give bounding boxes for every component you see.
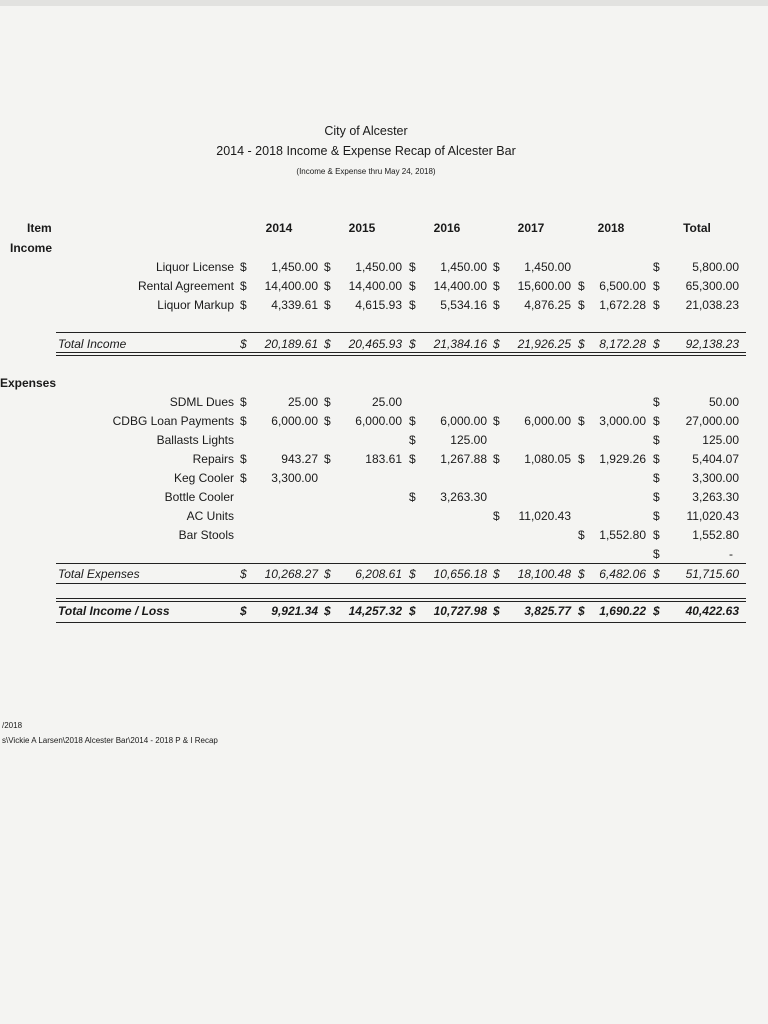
amount-value: 3,300.00 [271, 471, 318, 485]
amount-value: 1,672.28 [599, 298, 646, 312]
table-cell [324, 547, 402, 561]
table-cell [240, 547, 318, 561]
currency-symbol: $ [409, 414, 416, 428]
amount-value: 27,000.00 [685, 414, 739, 428]
currency-symbol: $ [240, 395, 247, 409]
currency-symbol: $ [409, 490, 416, 504]
amount-value: 21,926.25 [517, 337, 571, 351]
currency-symbol: $ [240, 337, 247, 351]
income-row [0, 298, 768, 314]
divider-line [56, 352, 746, 353]
table-cell [409, 471, 487, 485]
amount-value: 3,263.30 [440, 490, 487, 504]
currency-symbol: $ [409, 337, 416, 351]
row-label: Keg Cooler [173, 471, 234, 485]
currency-symbol: $ [324, 260, 331, 274]
table-cell [409, 567, 487, 581]
column-header-year: 2014 [265, 221, 293, 235]
currency-symbol: $ [324, 567, 331, 581]
amount-value: 6,000.00 [440, 414, 487, 428]
amount-value: 5,404.07 [692, 452, 739, 466]
amount-value: 6,000.00 [524, 414, 571, 428]
table-cell [240, 604, 318, 618]
table-cell [493, 604, 571, 618]
table-cell [578, 528, 646, 542]
expense-row [0, 528, 768, 544]
amount-value: 1,267.88 [440, 452, 487, 466]
amount-value: 10,727.98 [433, 604, 487, 618]
table-cell [409, 414, 487, 428]
amount-value: 5,534.16 [440, 298, 487, 312]
currency-symbol: $ [653, 433, 660, 447]
expense-row [0, 471, 768, 487]
table-cell [409, 452, 487, 466]
table-cell [653, 433, 739, 447]
total-expenses-row [0, 567, 768, 583]
currency-symbol: $ [324, 298, 331, 312]
row-label: SDML Dues [169, 395, 234, 409]
amount-value: 6,000.00 [355, 414, 402, 428]
table-cell [653, 471, 739, 485]
currency-symbol: $ [240, 260, 247, 274]
footer-file-path: s\Vickie A Larsen\2018 Alcester Bar\2014 - 2018 P & I Recap [2, 736, 218, 745]
table-cell [409, 433, 487, 447]
table-cell [409, 298, 487, 312]
expense-row [0, 509, 768, 525]
table-cell [409, 547, 487, 561]
amount-value: 3,300.00 [692, 471, 739, 485]
table-cell [409, 604, 487, 618]
table-cell [578, 452, 646, 466]
table-cell [240, 567, 318, 581]
amount-value: 6,500.00 [599, 279, 646, 293]
table-cell [409, 490, 487, 504]
currency-symbol: $ [493, 260, 500, 274]
table-cell [240, 433, 318, 447]
currency-symbol: $ [493, 452, 500, 466]
amount-value: 183.61 [365, 452, 402, 466]
row-label: CDBG Loan Payments [112, 414, 234, 428]
table-cell [653, 452, 739, 466]
table-cell [653, 395, 739, 409]
amount-value: 6,482.06 [599, 567, 646, 581]
divider-line [56, 622, 746, 623]
currency-symbol: $ [578, 604, 585, 618]
amount-value: 40,422.63 [685, 604, 739, 618]
table-cell [578, 509, 646, 523]
table-cell [324, 433, 402, 447]
expense-row [0, 433, 768, 449]
currency-symbol: $ [409, 279, 416, 293]
currency-symbol: $ [653, 337, 660, 351]
table-cell [240, 490, 318, 504]
divider-line [56, 583, 746, 584]
table-cell [653, 509, 739, 523]
income-row [0, 260, 768, 276]
currency-symbol: $ [493, 337, 500, 351]
table-cell [409, 279, 487, 293]
amount-value: 15,600.00 [517, 279, 571, 293]
table-cell [578, 604, 646, 618]
total-income-loss-row [0, 604, 768, 620]
amount-value: 943.27 [281, 452, 318, 466]
column-header-year: 2016 [433, 221, 461, 235]
currency-symbol: $ [578, 528, 585, 542]
expense-row [0, 414, 768, 430]
expense-row [0, 395, 768, 411]
amount-value: 25.00 [287, 395, 318, 409]
currency-symbol: $ [324, 279, 331, 293]
table-cell [653, 337, 739, 351]
currency-symbol: $ [240, 298, 247, 312]
amount-value: 92,138.23 [685, 337, 739, 351]
table-cell [240, 337, 318, 351]
table-cell [578, 395, 646, 409]
table-cell [324, 452, 402, 466]
table-cell [578, 490, 646, 504]
amount-value: 1,450.00 [440, 260, 487, 274]
table-cell [493, 509, 571, 523]
section-income: Income [10, 241, 53, 255]
amount-value: 3,825.77 [524, 604, 571, 618]
table-cell [578, 260, 646, 274]
table-cell [578, 433, 646, 447]
table-cell [409, 528, 487, 542]
currency-symbol: $ [324, 395, 331, 409]
amount-value: 1,929.26 [599, 452, 646, 466]
amount-value: 6,000.00 [271, 414, 318, 428]
table-cell [653, 490, 739, 504]
table-cell [409, 260, 487, 274]
income-row [0, 279, 768, 295]
table-cell [653, 260, 739, 274]
currency-symbol: $ [240, 452, 247, 466]
amount-value: 20,189.61 [264, 337, 318, 351]
table-cell [653, 567, 739, 581]
amount-value: 14,400.00 [348, 279, 402, 293]
currency-symbol: $ [240, 567, 247, 581]
currency-symbol: $ [493, 509, 500, 523]
table-cell [493, 395, 571, 409]
row-label: Liquor Markup [157, 298, 234, 312]
column-header-year: 2018 [597, 221, 625, 235]
currency-symbol: $ [653, 490, 660, 504]
table-cell [653, 414, 739, 428]
table-cell [493, 452, 571, 466]
currency-symbol: $ [653, 452, 660, 466]
amount-value: 9,921.34 [271, 604, 318, 618]
currency-symbol: $ [324, 414, 331, 428]
table-cell [578, 567, 646, 581]
expense-row [0, 452, 768, 468]
footer-date: /2018 [2, 721, 23, 730]
currency-symbol: $ [493, 414, 500, 428]
currency-symbol: $ [493, 298, 500, 312]
row-label: Liquor License [155, 260, 234, 274]
divider-line [56, 355, 746, 356]
table-cell [578, 414, 646, 428]
currency-symbol: $ [240, 471, 247, 485]
table-cell [493, 471, 571, 485]
column-header-year: 2015 [348, 221, 376, 235]
table-cell [324, 528, 402, 542]
column-header-item: Item [27, 221, 52, 235]
amount-value: 11,020.43 [518, 509, 571, 523]
table-cell [578, 298, 646, 312]
table-cell [324, 260, 402, 274]
currency-symbol: $ [653, 395, 660, 409]
table-cell [493, 547, 571, 561]
currency-symbol: $ [653, 298, 660, 312]
amount-value: 50.00 [708, 395, 739, 409]
table-cell [324, 490, 402, 504]
currency-symbol: $ [240, 414, 247, 428]
table-cell [324, 567, 402, 581]
amount-value: 4,876.25 [524, 298, 571, 312]
table-cell [493, 337, 571, 351]
table-cell [324, 414, 402, 428]
currency-symbol: $ [240, 604, 247, 618]
currency-symbol: $ [653, 414, 660, 428]
table-cell [324, 395, 402, 409]
amount-value: 21,384.16 [433, 337, 487, 351]
currency-symbol: $ [653, 547, 660, 561]
currency-symbol: $ [324, 604, 331, 618]
currency-symbol: $ [409, 604, 416, 618]
table-cell [653, 547, 739, 561]
table-cell [240, 395, 318, 409]
total-income-row [0, 337, 768, 353]
section-expenses: Expenses [0, 376, 57, 390]
currency-symbol: $ [324, 337, 331, 351]
currency-symbol: $ [578, 279, 585, 293]
amount-value: 25.00 [371, 395, 402, 409]
amount-value: 21,038.23 [685, 298, 739, 312]
table-cell [653, 298, 739, 312]
column-header-total: Total [683, 221, 711, 235]
amount-value: 125.00 [702, 433, 739, 447]
table-cell [493, 433, 571, 447]
amount-value: 1,552.80 [692, 528, 739, 542]
currency-symbol: $ [653, 471, 660, 485]
report-subtitle: (Income & Expense thru May 24, 2018) [296, 167, 436, 176]
table-cell [409, 395, 487, 409]
currency-symbol: $ [409, 260, 416, 274]
row-label: Repairs [192, 452, 234, 466]
table-cell [240, 414, 318, 428]
currency-symbol: $ [409, 298, 416, 312]
currency-symbol: $ [653, 567, 660, 581]
table-cell [240, 471, 318, 485]
table-cell [240, 298, 318, 312]
currency-symbol: $ [324, 452, 331, 466]
table-cell [324, 279, 402, 293]
table-cell [409, 337, 487, 351]
table-cell [493, 567, 571, 581]
amount-value: 1,080.05 [524, 452, 571, 466]
amount-value: 6,208.61 [355, 567, 402, 581]
amount-value: 1,552.80 [599, 528, 646, 542]
currency-symbol: $ [409, 567, 416, 581]
amount-value: 1,690.22 [599, 604, 646, 618]
currency-symbol: $ [578, 414, 585, 428]
amount-value: 8,172.28 [599, 337, 646, 351]
currency-symbol: $ [578, 337, 585, 351]
table-cell [578, 337, 646, 351]
amount-value: 51,715.60 [685, 567, 739, 581]
row-label: Rental Agreement [137, 279, 234, 293]
amount-value: 18,100.48 [517, 567, 571, 581]
currency-symbol: $ [578, 452, 585, 466]
table-cell [493, 279, 571, 293]
currency-symbol: $ [653, 509, 660, 523]
total-income-loss-label: Total Income / Loss [58, 604, 170, 618]
table-cell [324, 337, 402, 351]
table-cell [240, 528, 318, 542]
amount-value: - [729, 547, 733, 561]
currency-symbol: $ [493, 279, 500, 293]
amount-value: 5,800.00 [692, 260, 739, 274]
amount-value: 4,339.61 [271, 298, 318, 312]
table-cell [324, 509, 402, 523]
amount-value: 4,615.93 [355, 298, 402, 312]
divider-line [56, 563, 746, 564]
currency-symbol: $ [653, 260, 660, 274]
table-cell [578, 547, 646, 561]
amount-value: 3,000.00 [599, 414, 646, 428]
column-header-year: 2017 [517, 221, 545, 235]
divider-line [56, 332, 746, 333]
table-cell [653, 528, 739, 542]
amount-value: 11,020.43 [686, 509, 739, 523]
table-cell [493, 528, 571, 542]
currency-symbol: $ [493, 567, 500, 581]
amount-value: 10,268.27 [264, 567, 318, 581]
table-cell [578, 471, 646, 485]
amount-value: 3,263.30 [692, 490, 739, 504]
currency-symbol: $ [578, 298, 585, 312]
row-label: AC Units [186, 509, 234, 523]
divider-line [56, 598, 746, 599]
amount-value: 65,300.00 [685, 279, 739, 293]
city-name: City of Alcester [324, 124, 408, 138]
table-cell [653, 279, 739, 293]
table-cell [578, 279, 646, 293]
table-cell [240, 509, 318, 523]
currency-symbol: $ [409, 452, 416, 466]
currency-symbol: $ [653, 528, 660, 542]
table-cell [493, 298, 571, 312]
table-cell [493, 260, 571, 274]
amount-value: 1,450.00 [355, 260, 402, 274]
amount-value: 14,400.00 [433, 279, 487, 293]
amount-value: 125.00 [450, 433, 487, 447]
table-cell [324, 604, 402, 618]
total-expenses-label: Total Expenses [58, 567, 140, 581]
table-cell [240, 452, 318, 466]
report-title: 2014 - 2018 Income & Expense Recap of Alcester Bar [216, 144, 516, 158]
currency-symbol: $ [240, 279, 247, 293]
amount-value: 14,257.32 [348, 604, 402, 618]
currency-symbol: $ [493, 604, 500, 618]
table-cell [324, 471, 402, 485]
expense-row [0, 490, 768, 506]
amount-value: 1,450.00 [271, 260, 318, 274]
table-cell [493, 490, 571, 504]
currency-symbol: $ [409, 433, 416, 447]
scan-edge [0, 0, 768, 6]
amount-value: 14,400.00 [264, 279, 318, 293]
amount-value: 20,465.93 [348, 337, 402, 351]
table-cell [240, 279, 318, 293]
row-label: Ballasts Lights [156, 433, 234, 447]
row-label: Bar Stools [178, 528, 234, 542]
currency-symbol: $ [653, 279, 660, 293]
table-cell [324, 298, 402, 312]
currency-symbol: $ [578, 567, 585, 581]
table-cell [409, 509, 487, 523]
amount-value: 10,656.18 [433, 567, 487, 581]
divider-line [56, 601, 746, 602]
total-income-label: Total Income [58, 337, 127, 351]
expense-row [0, 547, 768, 563]
currency-symbol: $ [653, 604, 660, 618]
row-label: Bottle Cooler [164, 490, 234, 504]
table-cell [240, 260, 318, 274]
table-cell [493, 414, 571, 428]
amount-value: 1,450.00 [524, 260, 571, 274]
table-cell [653, 604, 739, 618]
